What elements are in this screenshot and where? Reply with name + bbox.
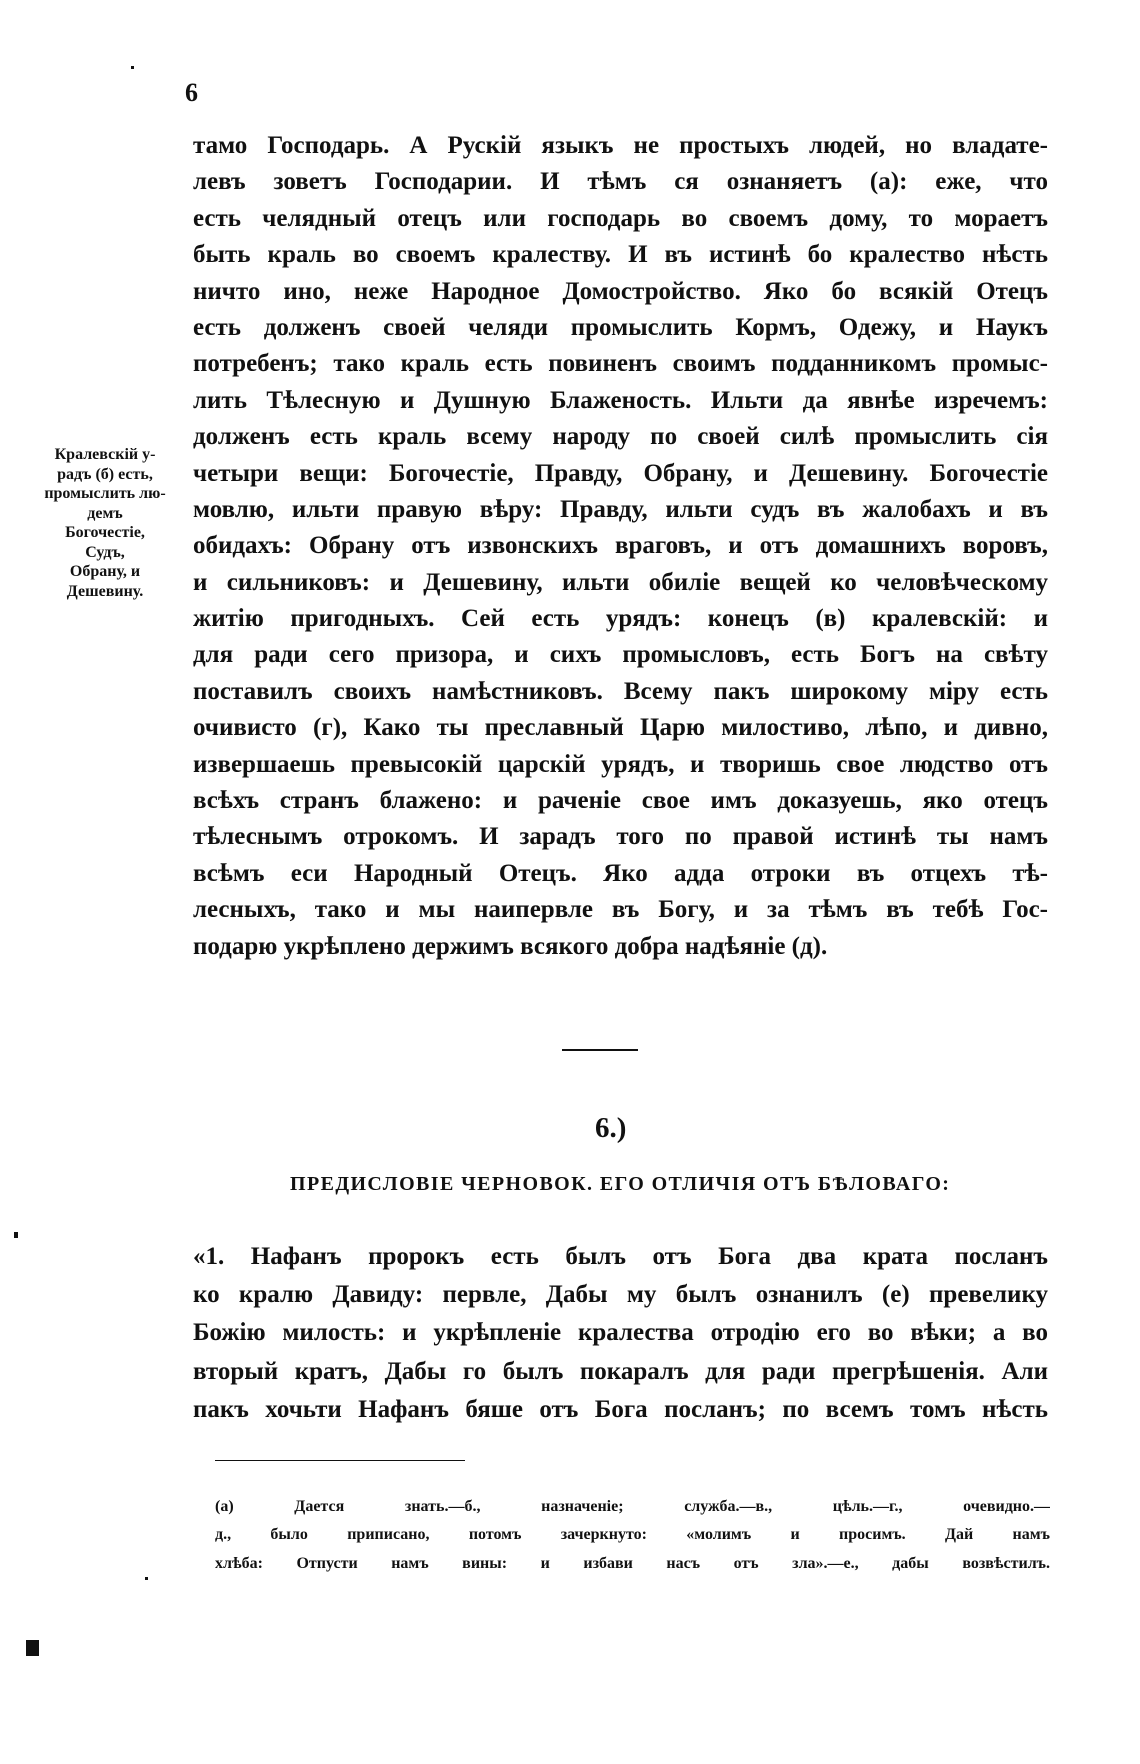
section-heading: ПРЕДИСЛОВІЕ ЧЕРНОВОК. ЕГО ОТЛИЧІЯ ОТЪ БѢЛОВАГО: (290, 1173, 951, 1195)
text-line: есть долженъ своей челяди промыслить Кормъ, Одежу, и Наукъ (193, 313, 1048, 341)
text-line: для ради сего призора, и сихъ промысловъ, есть Богъ на свѣту (193, 641, 1048, 669)
text-line: левъ зоветъ Господарии. И тѣмъ ся ознаняетъ (а): еже, что (193, 168, 1048, 196)
footnote-line: хлѣба: Отпусти намъ вины: и избави насъ отъ зла».—е., дабы возвѣстилъ. (215, 1554, 1050, 1572)
footnote-line: (а) Дается знать.—б., назначеніе; служба.—в., цѣль.—г., очевидно.— (215, 1498, 1050, 1515)
margin-note-line: демъ (87, 504, 123, 522)
text-line: всѣмъ еси Народный Отецъ. Яко адда отроки въ отцехъ тѣ- (193, 859, 1048, 887)
text-line: ничто ино, неже Народное Домостройство. Яко бо всякій Отецъ (193, 277, 1048, 305)
margin-note-line: промыслить лю- (44, 485, 166, 502)
margin-note-line: Богочестіе, (65, 524, 145, 541)
margin-note-line: радъ (б) есть, (57, 465, 153, 483)
text-line: пакъ хочьти Нафанъ бяше отъ Бога посланъ; по всемъ томъ нѣсть (193, 1395, 1048, 1423)
text-line: тамо Господарь. А Рускій языкъ не простыхъ людей, но владате- (193, 132, 1048, 159)
main-text (193, 128, 1048, 965)
section-separator (562, 1049, 638, 1051)
scan-speck (131, 66, 134, 69)
section-number: 6.) (595, 1112, 627, 1144)
text-line: поставилъ своихъ намѣстниковъ. Всему пакъ широкому міру есть (193, 677, 1048, 705)
footnote-line: д., было приписано, потомъ зачеркнуто: «молимъ и просимъ. Дай намъ (215, 1526, 1050, 1544)
page-number: 6 (185, 78, 198, 107)
margin-note-line: Обрану, и (69, 563, 141, 580)
footnotes (215, 1493, 1050, 1578)
text-line: лесныхъ, тако и мы наипервле въ Богу, и за тѣмъ въ тебѣ Гос- (193, 896, 1048, 924)
text-line: подарю укрѣплено держимъ всякого добра надѣяніе (д). (193, 932, 828, 960)
margin-note (36, 445, 174, 601)
text-line: обидахъ: Обрану отъ извонскихъ враговъ, и отъ домашнихъ воровъ, (193, 532, 1048, 560)
text-line: есть челядный отецъ или господарь во своемъ дому, то мораетъ (193, 204, 1048, 232)
text-line: ко кралю Давиду: первле, Дабы му былъ ознанилъ (е) превелику (193, 1281, 1048, 1309)
text-line: тѣлеснымъ отрокомъ. И зарадъ того по правой истинѣ ты намъ (193, 823, 1048, 851)
margin-note-line: Судъ, (85, 543, 125, 561)
text-line: очивисто (г), Како ты преславный Царю милостиво, лѣпо, и дивно, (193, 714, 1048, 742)
text-line: долженъ есть краль всему народу по своей силѣ промыслить сія (193, 423, 1048, 451)
footnote-rule (215, 1460, 465, 1461)
scan-speck (26, 1640, 39, 1656)
text-line: и сильниковъ: и Дешевину, ильти обиліе вещей ко человѣческому (193, 568, 1048, 596)
text-line: потребенъ; тако краль есть повиненъ своимъ подданникомъ промыс- (193, 350, 1048, 378)
text-line: извершаешь превысокій царскій урядъ, и творишь свое людство отъ (193, 750, 1048, 778)
scan-speck (14, 1232, 18, 1238)
text-line: «1. Нафанъ пророкъ есть былъ отъ Бога два крата посланъ (193, 1243, 1048, 1270)
margin-note-line: Дешевину. (66, 582, 144, 600)
text-line: Божію милость: и укрѣпленіе кралества отродію его во вѣки; а во (193, 1319, 1048, 1347)
text-line: четыри вещи: Богочестіе, Правду, Обрану, и Дешевину. Богочестіе (193, 459, 1048, 487)
text-line: житію пригодныхъ. Сей есть урядъ: конецъ (в) кралевскій: и (193, 605, 1048, 633)
text-line: лить Тѣлесную и Душную Блаженость. Ильти да явнѣе изречемъ: (193, 386, 1048, 414)
text-line: быть краль во своемъ кралеству. И въ истинѣ бо кралество нѣсть (193, 241, 1048, 269)
paragraph-2 (193, 1238, 1048, 1429)
text-line: мовлю, ильти правую вѣру: Правду, ильти судъ въ жалобахъ и въ (193, 495, 1048, 523)
scan-speck (145, 1577, 148, 1580)
margin-note-line: Кралевскій у- (54, 446, 156, 463)
text-line: вторый кратъ, Дабы го былъ покаралъ для ради прегрѣшенія. Али (193, 1357, 1048, 1385)
text-line: всѣхъ странъ блажено: и раченіе свое имъ доказуешь, яко отецъ (193, 787, 1048, 815)
